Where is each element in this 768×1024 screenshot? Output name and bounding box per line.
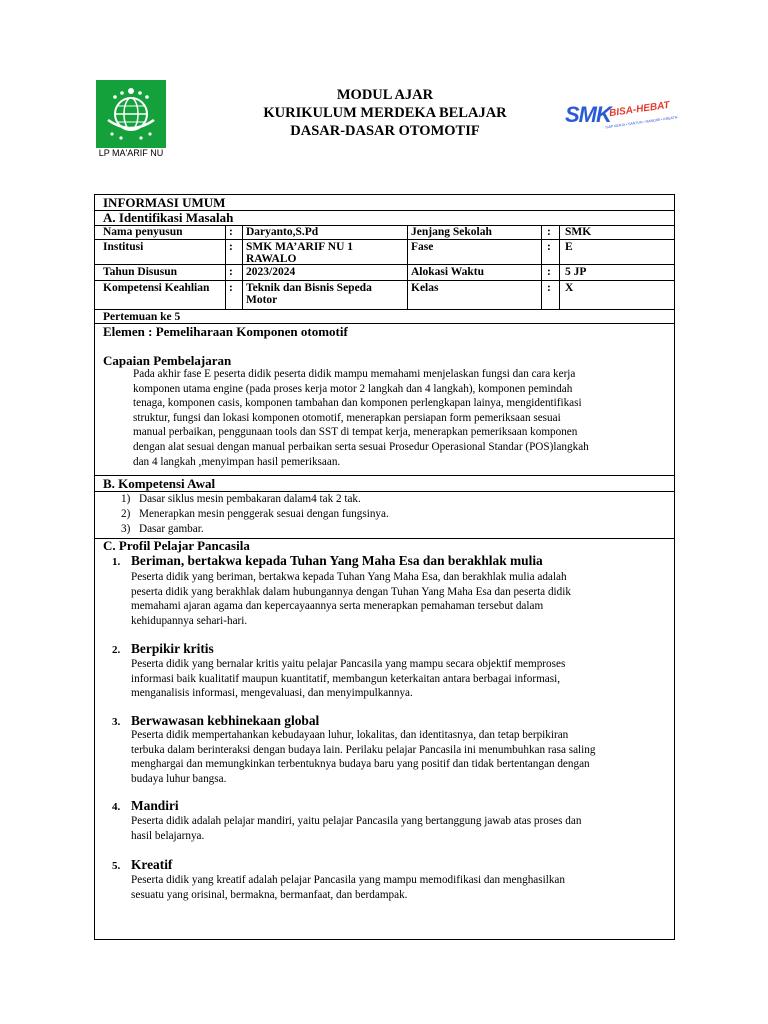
elemen-heading: Elemen : Pemeliharaan Komponen otomotif: [103, 324, 348, 339]
value-jenjang-sekolah: SMK: [565, 226, 592, 238]
logo-smk-text: SMK: [565, 102, 611, 127]
value-nama-penyusun: Daryanto,S.Pd: [246, 226, 319, 238]
capaian-line: manual perbaikan, penggunaan tools dan SST di tempat kerja, menerapkan pemeriksaan komponen: [133, 426, 578, 439]
capaian-line: dan 4 langkah ,menyimpan hasil pemeriksaan.: [133, 455, 341, 468]
title-line: KURIKULUM MERDEKA BELAJAR: [263, 105, 507, 121]
label-tahun-disusun: Tahun Disusun: [103, 266, 178, 278]
logo-tagline: SIAP KERJA • SANTUN • MANDIRI • KREATIF: [605, 115, 679, 130]
value-alokasi-waktu: 5 JP: [565, 266, 587, 278]
capaian-line: Pada akhir fase E peserta didik peserta didik mampu memahami menjelaskan fungsi dan cara kerja: [133, 368, 576, 380]
colon: :: [229, 226, 233, 238]
profil-body: [131, 814, 671, 843]
profil-line: peserta didik yang berakhlak dalam hubungannya dengan Tuhan Yang Maha Esa dan peserta didik: [131, 585, 571, 598]
lp-maarif-logo: [96, 80, 166, 160]
capaian-line: komponen utama engine (pada proses kerja motor 2 langkah dan 4 langkah), komponen pemindah: [133, 382, 573, 395]
profil-body: [131, 657, 671, 701]
value-kelas: X: [565, 282, 574, 294]
label-institusi: Institusi: [103, 241, 144, 253]
info-frame: [94, 194, 675, 940]
divider: [95, 239, 674, 240]
capaian-heading: Capaian Pembelajaran: [103, 353, 232, 368]
profil-line: kehidupannya sehari-hari.: [131, 614, 248, 627]
profil-number: 5.: [112, 860, 121, 872]
kompetensi-awal-list: [121, 492, 641, 537]
profil-number: 2.: [112, 644, 121, 656]
colon: :: [547, 241, 551, 253]
colon: :: [229, 241, 233, 253]
profil-title: Berwawasan kebhinekaan global: [131, 713, 320, 728]
profil-body: [131, 570, 671, 628]
kompetensi-awal-heading: B. Kompetensi Awal: [103, 476, 216, 491]
label-kompetensi-keahlian: Kompetensi Keahlian: [103, 282, 210, 294]
profil-line: terbuka dalam berinteraksi dengan budaya lain. Perilaku pelajar Pancasila ini menumbuhkan rasa saling: [131, 743, 596, 756]
profil-line: budaya luhur bangsa.: [131, 772, 227, 785]
label-jenjang-sekolah: Jenjang Sekolah: [411, 226, 492, 238]
profil-title: Kreatif: [131, 857, 173, 872]
divider: [95, 280, 674, 281]
profil-title: Beriman, bertakwa kepada Tuhan Yang Maha Esa dan berakhlak mulia: [131, 553, 543, 568]
divider: [95, 309, 674, 310]
value-kompetensi-keahlian: Teknik dan Bisnis Sepeda Motor: [246, 282, 372, 306]
label-alokasi-waktu: Alokasi Waktu: [411, 266, 484, 278]
column-divider: [559, 225, 560, 309]
column-divider: [225, 225, 226, 309]
profil-number: 1.: [112, 556, 121, 568]
profil-body: [131, 873, 671, 902]
profil-line: menghargai dan memungkinkan terbentuknya budaya baru yang positif dan tidak bertentangan dengan: [131, 758, 590, 771]
list-item: [121, 507, 641, 522]
smk-bisa-hebat-logo: [565, 99, 679, 140]
logo-caption: LP MA'ARIF NU: [98, 148, 164, 158]
title-line: MODUL AJAR: [336, 87, 434, 103]
colon: :: [229, 266, 233, 278]
profil-line: Peserta didik mempertahankan kebudayaan luhur, lokalitas, dan identitasnya, dan tetap berpikiran: [131, 729, 569, 741]
title-line: DASAR-DASAR OTOMOTIF: [290, 123, 480, 139]
list-text: Dasar gambar.: [139, 523, 204, 535]
profil-title: Mandiri: [131, 798, 179, 813]
profil-title: Berpikir kritis: [131, 641, 214, 656]
list-item: [121, 492, 641, 507]
value-tahun-disusun: 2023/2024: [246, 266, 296, 278]
capaian-line: dengan alat sesuai dengan manual perbaikan serta sesuai Prosedur Operasional Standar (POS)langkah: [133, 440, 589, 453]
colon: :: [547, 226, 551, 238]
section-a-heading: A. Identifikasi Masalah: [103, 210, 234, 225]
list-number: 1): [121, 493, 131, 505]
list-text: Dasar siklus mesin pembakaran dalam4 tak 2 tak.: [139, 493, 361, 505]
profil-line: hasil belajarnya.: [131, 829, 205, 842]
colon: :: [229, 282, 233, 294]
profil-line: Peserta didik yang kreatif adalah pelajar Pancasila yang mampu memodifikasi dan menghasilkan: [131, 874, 565, 886]
profil-number: 3.: [112, 716, 121, 728]
profil-number: 4.: [112, 801, 121, 813]
label-kelas: Kelas: [411, 282, 439, 294]
profil-line: informasi baik kualitatif maupun kuantitatif, membangun keterkaitan antara berbagai informasi,: [131, 672, 561, 685]
capaian-body: [133, 367, 673, 469]
capaian-line: struktur, fungsi dan lokasi komponen otomotif, menerapkan persiapan form pemeriksaan sesuai: [133, 411, 561, 424]
list-text: Menerapkan mesin penggerak sesuai dengan fungsinya.: [139, 508, 389, 520]
profil-line: memahami ajaran agama dan kepercayaannya serta menerapkan pemahaman tersebut dalam: [131, 600, 544, 613]
profil-line: menganalisis informasi, mengevaluasi, dan menyimpulkannya.: [131, 687, 413, 700]
value-fase: E: [565, 241, 573, 253]
document-title: [200, 86, 570, 140]
column-divider: [242, 225, 243, 309]
value-institusi: SMK MA’ARIF NU 1 RAWALO: [246, 241, 353, 265]
label-nama-penyusun: Nama penyusun: [103, 226, 183, 238]
profil-heading: C. Profil Pelajar Pancasila: [103, 538, 250, 553]
colon: :: [547, 282, 551, 294]
profil-body: [131, 728, 673, 786]
profil-line: sesuatu yang orisinal, bermakna, bermanfaat, dan berdampak.: [131, 888, 408, 901]
column-divider: [541, 225, 542, 309]
pertemuan-label: Pertemuan ke 5: [103, 311, 181, 323]
logo-bisa-hebat-text: BISA-HEBAT: [608, 99, 671, 120]
colon: :: [547, 266, 551, 278]
list-number: 2): [121, 508, 131, 520]
list-item: [121, 522, 641, 537]
info-heading: INFORMASI UMUM: [103, 195, 226, 210]
profil-line: Peserta didik adalah pelajar mandiri, yaitu pelajar Pancasila yang bertanggung jawab atas proses dan: [131, 815, 582, 827]
profil-line: Peserta didik yang bernalar kritis yaitu pelajar Pancasila yang mampu secara objektif memproses: [131, 658, 566, 670]
list-number: 3): [121, 523, 131, 535]
column-divider: [407, 225, 408, 309]
capaian-line: tenaga, komponen casis, komponen tambahan dan komponen perlengkapan lainya, mengidentifikasi: [133, 397, 582, 410]
label-fase: Fase: [411, 241, 434, 253]
profil-line: Peserta didik yang beriman, bertakwa kepada Tuhan Yang Maha Esa, dan berakhlak mulia adalah: [131, 571, 567, 583]
